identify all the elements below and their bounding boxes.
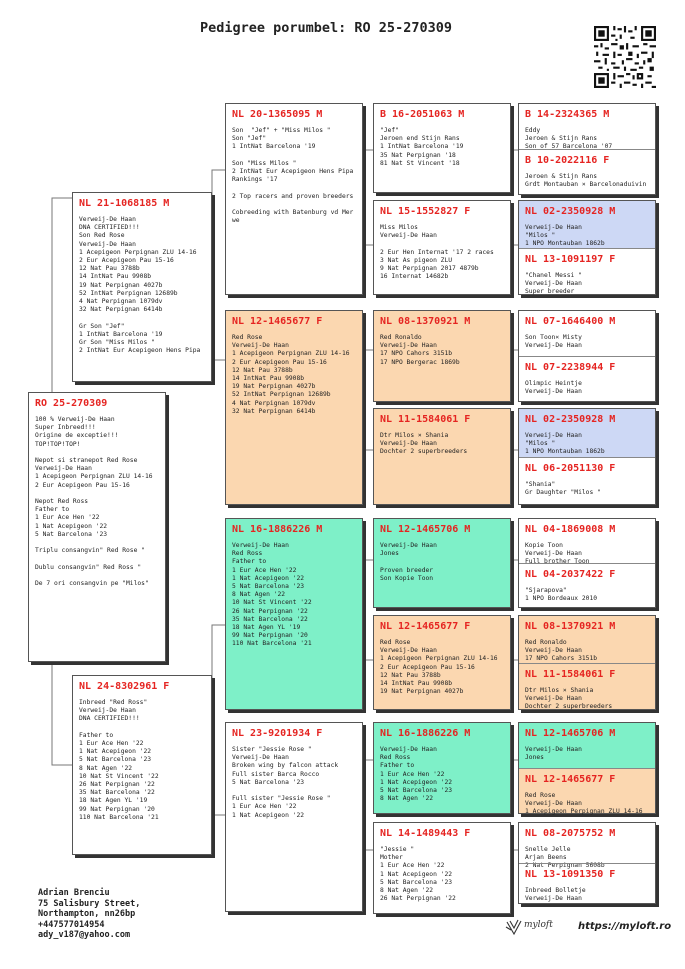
- pigeon-line: 1 NPO Bordeaux 2010: [525, 595, 598, 603]
- pigeon-line: Full sister Barca Rocco: [232, 770, 320, 778]
- pigeon-ring: NL 13-1091350 F: [525, 869, 616, 880]
- pigeon-line: Verweij-De Haan: [380, 542, 437, 549]
- subject-line: Verweij-De Haan: [35, 465, 92, 473]
- pigeon-line: 2 Eur Acepigeon Pau 15-16: [232, 358, 327, 366]
- pigeon-line: 35 Nat Perpignan '18: [380, 151, 456, 159]
- sire-line: 12 Nat Pau 3788b: [79, 265, 140, 273]
- pigeon-line: 9 Nat Perpignan 2017 4879b: [380, 265, 479, 272]
- grandsire-maternal-card[interactable]: [225, 518, 363, 710]
- subject-line: Triplu consangvin" Red Rose ": [35, 547, 145, 555]
- pigeon-line: 16 Internat 14682b: [380, 273, 449, 281]
- pigeon-line: Red Rose: [380, 639, 411, 646]
- dam-line: 1 Nat Acepigeon '22: [79, 748, 152, 756]
- myloft-logo-icon: [505, 918, 523, 938]
- pigeon-line: Kopie Toon: [525, 542, 563, 549]
- pigeon-line: Verweij-De Haan: [525, 388, 582, 396]
- sire-line: DNA CERTIFIED!!!: [79, 224, 140, 232]
- pigeon-line: Verweij-De Haan: [232, 342, 289, 350]
- pigeon-line: 1 Nat Acepigeon '22: [232, 811, 305, 819]
- pigeon-line: 3 Nat As pigeon ZLU: [380, 256, 453, 264]
- pigeon-line: 12 Nat Pau 3788b: [232, 366, 293, 374]
- pigeon-line: Father to: [380, 762, 415, 770]
- pigeon-line: Jones: [380, 550, 399, 558]
- gen4-card[interactable]: [518, 518, 656, 608]
- sire-line: 19 Nat Perpignan 4027b: [79, 281, 163, 289]
- subject-line: Father to: [35, 506, 70, 514]
- subject-line: 1 Nat Acepigeon '22: [35, 522, 108, 530]
- dam-line: 35 Nat Barcelona '22: [79, 789, 155, 797]
- pigeon-ring: NL 07-1646400 M: [525, 316, 616, 327]
- subject-line: [35, 572, 159, 580]
- dam-line: 110 Nat Barcelona '21: [79, 813, 159, 821]
- pigeon-line: 1 Nat Acepigeon '22: [232, 574, 305, 582]
- pigeon-line: 1 Acepigeon Perpignan ZLU 14-16: [525, 808, 643, 816]
- owner-email[interactable]: ady_v187@yahoo.com: [38, 930, 131, 940]
- sire-line: 52 IntNat Perpignan 12689b: [79, 289, 178, 297]
- pigeon-ring: NL 04-1869008 M: [525, 524, 616, 535]
- pigeon-line: Arjan Beens: [525, 854, 567, 862]
- sire-card[interactable]: [72, 192, 212, 382]
- pigeon-ring: NL 12-1465706 M: [380, 524, 471, 535]
- pigeon-line: Verweij-De Haan: [380, 440, 437, 448]
- pigeon-line: 1 NPO Montauban 1862b: [525, 448, 605, 456]
- pigeon-line: 17 NPO Cahors 3151b: [525, 655, 598, 663]
- pigeon-line: Verweij-De Haan: [232, 754, 289, 762]
- sire-ring: NL 21-1068185 M: [79, 198, 170, 209]
- pigeon-line: 17 NPO Bergerac 1869b: [380, 358, 460, 366]
- sire-line: 1 Acepigeon Perpignan ZLU 14-16: [79, 248, 197, 256]
- pigeon-line: 4 Nat Perpignan 1079dv: [232, 399, 316, 407]
- pigeon-ring: NL 13-1091197 F: [525, 253, 616, 265]
- pigeon-line: Jeroen & Stijn Rans: [525, 135, 598, 143]
- pigeon-line: Dochter 2 superbreeders: [380, 448, 468, 456]
- pigeon-line: Verweij-De Haan: [525, 895, 582, 903]
- pigeon-line: 1 Acepigeon Perpignan ZLU 14-16: [380, 655, 498, 663]
- subject-line: Nepot si stranepot Red Rose: [35, 457, 138, 464]
- pigeon-ring: NL 20-1365095 M: [232, 109, 323, 120]
- pigeon-line: 26 Nat Perpignan '22: [232, 607, 308, 615]
- pigeon-line: Son "Jef": [232, 135, 267, 143]
- pigeon-ring: NL 11-1584061 F: [525, 668, 616, 680]
- sire-line: Verweij-De Haan: [79, 216, 136, 223]
- pigeon-line: 5 Nat Barcelona '23: [380, 878, 453, 886]
- pigeon-line: Olimpic Heintje: [525, 380, 582, 387]
- pigeon-line: Verweij-De Haan: [380, 342, 437, 350]
- pigeon-line: 81 Nat St Vincent '18: [380, 159, 460, 167]
- subject-card[interactable]: [28, 392, 166, 662]
- pigeon-line: 19 Nat Perpignan 4027b: [380, 688, 464, 696]
- gen3-card[interactable]: [373, 518, 511, 608]
- subject-line: 2 Eur Acepigeon Pau 15-16: [35, 481, 130, 489]
- subject-line: 100 % Verweij-De Haan: [35, 416, 115, 423]
- owner-name: Adrian Brenciu: [38, 888, 110, 898]
- pigeon-line: Father to: [232, 558, 267, 566]
- pigeon-ring: NL 12-1465677 F: [380, 621, 471, 632]
- sire-line: 14 IntNat Pau 9908b: [79, 273, 152, 281]
- pigeon-ring: NL 07-2238944 F: [525, 362, 616, 373]
- pigeon-line: 18 Nat Agen YL '19: [232, 624, 301, 632]
- pigeon-line: 1 IntNat Barcelona '19: [232, 143, 316, 151]
- pigeon-line: Broken wing by falcon attack: [232, 762, 339, 770]
- pigeon-line: 19 Nat Perpignan 4027b: [232, 383, 316, 391]
- pigeon-line: Dtr Milos × Shania: [525, 686, 594, 694]
- pigeon-line: "Chanel Messi ": [525, 271, 582, 279]
- dam-ring: NL 24-8302961 F: [79, 681, 170, 692]
- subject-line: 1 Acepigeon Perpignan ZLU 14-16: [35, 473, 153, 481]
- dam-card[interactable]: [72, 675, 212, 855]
- sire-line: 2 IntNat Eur Acepigeon Hens Pipa: [79, 347, 201, 355]
- pigeon-line: 1 IntNat Barcelona '19: [380, 143, 464, 151]
- pigeon-line: Snelle Jelle: [525, 846, 571, 853]
- gen4-card[interactable]: [518, 822, 656, 904]
- pigeon-line: 52 IntNat Perpignan 12689b: [232, 391, 331, 399]
- pigeon-line: Verweij-De Haan: [380, 647, 437, 655]
- subject-line: De 7 ori consangvin pe "Milos": [35, 579, 149, 587]
- pigeon-line: Red Rose: [232, 334, 263, 341]
- pigeon-line: 1 Eur Ace Hen '22: [380, 770, 445, 778]
- pigeon-line: Red Ross: [232, 550, 263, 558]
- pigeon-line: 26 Nat Perpignan '22: [380, 895, 456, 903]
- sire-line: Son Red Rose: [79, 232, 125, 240]
- pigeon-ring: NL 02-2350928 M: [525, 414, 616, 425]
- pigeon-line: Jeroen end Stijn Rans: [380, 135, 460, 143]
- pigeon-line: Verweij-De Haan: [525, 694, 582, 702]
- gen3-card[interactable]: [373, 822, 511, 914]
- pigeon-line: 12 Nat Pau 3788b: [380, 671, 441, 679]
- pigeon-line: 2 Eur Hen Internat '17 2 races: [380, 248, 494, 256]
- pigeon-line: 35 Nat Barcelona '22: [232, 615, 308, 623]
- pigeon-line: Super breeder: [525, 287, 575, 295]
- pigeon-line: Miss Milos: [380, 224, 418, 231]
- gen3-card[interactable]: [373, 200, 511, 295]
- pigeon-ring: NL 11-1584061 F: [380, 414, 471, 425]
- page-title: Pedigree porumbel: RO 25-270309: [200, 20, 452, 36]
- pigeon-line: Red Ronaldo: [525, 639, 567, 646]
- pigeon-line: 2 IntNat Eur Acepigeon Hens Pipa: [232, 168, 354, 175]
- sire-line: 2 Eur Acepigeon Pau 15-16: [79, 257, 174, 265]
- subject-line: Super Inbreed!!!: [35, 424, 96, 432]
- website-link[interactable]: https://myloft.ro: [578, 921, 672, 932]
- pigeon-ring: NL 12-1465706 M: [525, 728, 616, 739]
- dam-line: 99 Nat Perpignan '20: [79, 805, 155, 813]
- pigeon-line: Verweij-De Haan: [525, 550, 582, 558]
- sire-line: Gr Son "Jef": [79, 322, 125, 330]
- pigeon-ring: NL 15-1552827 F: [380, 206, 471, 217]
- subject-line: [35, 539, 159, 547]
- gen3-card[interactable]: [373, 722, 511, 814]
- pigeon-line: Verweij-De Haan: [525, 342, 582, 350]
- pigeon-line: Son Kopie Toon: [380, 574, 434, 582]
- subject-line: 1 Eur Ace Hen '22: [35, 514, 100, 522]
- gen3-card[interactable]: [373, 310, 511, 402]
- pigeon-line: 5 Nat Barcelona '23: [380, 787, 453, 795]
- dam-line: DNA CERTIFIED!!!: [79, 715, 140, 723]
- pigeon-line: [380, 240, 504, 248]
- owner-phone[interactable]: +447577014954: [38, 919, 105, 930]
- qr-code: [594, 26, 656, 88]
- pigeon-line: Grdt Montauban × Barcelonaduivin: [525, 181, 647, 189]
- dam-line: [79, 724, 205, 732]
- sire-line: 1 IntNat Barcelona '19: [79, 330, 163, 338]
- sire-line: Gr Son "Miss Milos ": [79, 339, 155, 347]
- pigeon-line: 14 IntNat Pau 9908b: [380, 680, 453, 688]
- pigeon-line: [380, 558, 504, 566]
- pigeon-line: we: [232, 217, 240, 225]
- sire-line: 32 Nat Perpignan 6414b: [79, 306, 163, 314]
- pigeon-line: Cobreeding with Batenburg vd Mer: [232, 208, 354, 216]
- pigeon-line: Dochter 2 superbreeders: [525, 702, 613, 710]
- pigeon-line: 5 Nat Barcelona '23: [232, 778, 305, 786]
- gen3-card[interactable]: [373, 103, 511, 193]
- pigeon-line: 2 Eur Acepigeon Pau 15-16: [380, 663, 475, 671]
- owner-street: 75 Salisbury Street,: [38, 898, 141, 909]
- pigeon-line: "Sjarapova": [525, 587, 567, 594]
- pigeon-line: "Milos ": [525, 232, 556, 240]
- pigeon-line: 32 Nat Perpignan 6414b: [232, 407, 316, 415]
- pigeon-line: Proven breeder: [380, 566, 434, 574]
- pigeon-ring: NL 12-1465677 F: [232, 316, 323, 327]
- pigeon-line: Verweij-De Haan: [380, 746, 437, 753]
- subject-line: TOP!TOP!TOP!: [35, 440, 81, 448]
- pigeon-line: Son "Jef" + "Miss Milos ": [232, 127, 331, 134]
- dam-line: 8 Nat Agen '22: [79, 764, 133, 772]
- pigeon-line: 2 Top racers and proven breeders: [232, 192, 354, 200]
- pigeon-line: [232, 787, 356, 795]
- sire-line: [79, 314, 205, 322]
- pigeon-ring: NL 04-2037422 F: [525, 569, 616, 580]
- pigeon-line: Verweij-De Haan: [525, 224, 582, 231]
- pigeon-ring: B 14-2324365 M: [525, 109, 610, 120]
- pigeon-line: Verweij-De Haan: [380, 232, 437, 240]
- pigeon-line: 1 Acepigeon Perpignan ZLU 14-16: [232, 350, 350, 358]
- gen4-card[interactable]: [518, 200, 656, 295]
- pigeon-line: Full brother Toon: [525, 558, 590, 566]
- pigeon-line: Full sister "Jessie Rose ": [232, 795, 331, 803]
- pigeon-line: 1 Eur Ace Hen '22: [380, 862, 445, 870]
- pigeon-line: Eddy: [525, 127, 541, 134]
- pigeon-line: 8 Nat Agen '22: [380, 795, 434, 803]
- pigeon-line: 10 Nat St Vincent '22: [232, 599, 312, 607]
- subject-ring: RO 25-270309: [35, 398, 108, 409]
- subject-line: [35, 490, 159, 498]
- pigeon-ring: NL 06-2051130 F: [525, 462, 616, 474]
- pigeon-line: "Shania": [525, 480, 556, 488]
- pigeon-ring: NL 23-9201934 F: [232, 728, 323, 739]
- pigeon-line: Verweij-De Haan: [525, 647, 582, 655]
- subject-line: Dublu consangvin" Red Ross ": [35, 563, 142, 571]
- pigeon-ring: NL 08-1370921 M: [380, 316, 471, 327]
- gen4-card[interactable]: [518, 310, 656, 402]
- pigeon-line: Dtr Milos × Shania: [380, 432, 449, 439]
- pigeon-line: Red Ronaldo: [380, 334, 422, 341]
- pigeon-line: Son of 57 Barcelona '07: [525, 143, 613, 151]
- granddam-paternal-card[interactable]: [225, 310, 363, 505]
- pigeon-line: Verweij-De Haan: [232, 542, 289, 549]
- myloft-logo-text: myloft: [524, 920, 553, 930]
- dam-line: 1 Eur Ace Hen '22: [79, 740, 144, 747]
- pigeon-line: 8 Nat Agen '22: [232, 591, 286, 599]
- gen3-card[interactable]: [373, 615, 511, 710]
- dam-line: 5 Nat Barcelona '23: [79, 756, 152, 764]
- pigeon-line: 110 Nat Barcelona '21: [232, 640, 312, 648]
- pigeon-line: Gr Daughter "Milos ": [525, 488, 601, 496]
- pigeon-line: Rankings '17: [232, 176, 278, 184]
- pigeon-line: Verweij-De Haan: [525, 800, 582, 808]
- pigeon-line: 1 Eur Ace Hen '22: [232, 803, 297, 811]
- subject-line: 5 Nat Barcelona '23: [35, 530, 108, 538]
- pigeon-line: "Jef": [380, 127, 399, 134]
- dam-line: Verweij-De Haan: [79, 707, 136, 715]
- pigeon-line: 14 IntNat Pau 9908b: [232, 375, 305, 383]
- pigeon-line: Sister "Jessie Rose ": [232, 746, 312, 753]
- pigeon-line: Jeroen & Stijn Rans: [525, 173, 598, 180]
- subject-line: Nepot Red Ross: [35, 498, 89, 505]
- pigeon-ring: B 10-2022116 F: [525, 155, 610, 166]
- pigeon-line: Red Ross: [380, 754, 411, 762]
- pigeon-line: 17 NPO Cahors 3151b: [380, 350, 453, 358]
- pigeon-line: 1 Nat Acepigeon '22: [380, 778, 453, 786]
- gen4-card[interactable]: [518, 722, 656, 814]
- pigeon-line: Verweij-De Haan: [525, 279, 582, 287]
- gen4-card[interactable]: [518, 408, 656, 505]
- pigeon-line: "Milos ": [525, 440, 556, 448]
- pigeon-line: Jones: [525, 754, 544, 762]
- dam-line: Father to: [79, 731, 114, 739]
- sire-line: Verweij-De Haan: [79, 240, 136, 248]
- pigeon-ring: B 16-2051063 M: [380, 109, 465, 120]
- pigeon-line: 1 Eur Ace Hen '22: [232, 566, 297, 574]
- dam-line: 26 Nat Perpignan '22: [79, 781, 155, 789]
- granddam-maternal-card[interactable]: [225, 722, 363, 912]
- owner-city: Northampton, nn26bp: [38, 909, 136, 919]
- pigeon-line: "Jessie ": [380, 846, 415, 853]
- pigeon-line: 8 Nat Agen '22: [380, 887, 434, 895]
- pigeon-line: 5 Nat Barcelona '23: [232, 583, 305, 591]
- pigeon-ring: NL 08-2075752 M: [525, 828, 616, 839]
- dam-line: 10 Nat St Vincent '22: [79, 772, 159, 780]
- pigeon-ring: NL 14-1489443 F: [380, 828, 471, 839]
- pigeon-line: [232, 152, 356, 160]
- pigeon-line: [232, 184, 356, 192]
- subject-line: [35, 449, 159, 457]
- dam-line: Inbreed "Red Ross": [79, 699, 148, 706]
- pigeon-line: 99 Nat Perpignan '20: [232, 632, 308, 640]
- subject-line: Origine de exceptie!!!: [35, 432, 119, 440]
- sire-line: 4 Nat Perpignan 1079dv: [79, 298, 163, 306]
- grandsire-paternal-card[interactable]: [225, 103, 363, 295]
- pigeon-line: Inbreed Bolletje: [525, 887, 586, 894]
- pigeon-ring: NL 16-1886226 M: [232, 524, 323, 535]
- dam-line: 18 Nat Agen YL '19: [79, 797, 148, 805]
- gen3-card[interactable]: [373, 408, 511, 505]
- pigeon-ring: NL 12-1465677 F: [525, 774, 616, 785]
- pigeon-ring: NL 08-1370921 M: [525, 621, 616, 632]
- pigeon-line: Red Rose: [525, 792, 556, 799]
- pigeon-line: 1 NPO Montauban 1862b: [525, 240, 605, 248]
- pigeon-line: Mother: [380, 854, 403, 862]
- pigeon-line: [232, 201, 356, 209]
- owner-contact: [38, 888, 140, 941]
- pigeon-ring: NL 16-1886226 M: [380, 728, 471, 739]
- pigeon-line: Son Toon× Misty: [525, 334, 582, 341]
- pigeon-line: Verweij-De Haan: [525, 432, 582, 439]
- gen4-card[interactable]: [518, 615, 656, 710]
- pigeon-line: Verweij-De Haan: [525, 746, 582, 753]
- pigeon-line: Son "Miss Milos ": [232, 159, 297, 167]
- pigeon-line: 2 Nat Perpignan 5608b: [525, 862, 605, 870]
- subject-line: [35, 555, 159, 563]
- pigeon-ring: NL 02-2350928 M: [525, 206, 616, 217]
- gen4-card[interactable]: [518, 103, 656, 195]
- pigeon-line: 1 Nat Acepigeon '22: [380, 870, 453, 878]
